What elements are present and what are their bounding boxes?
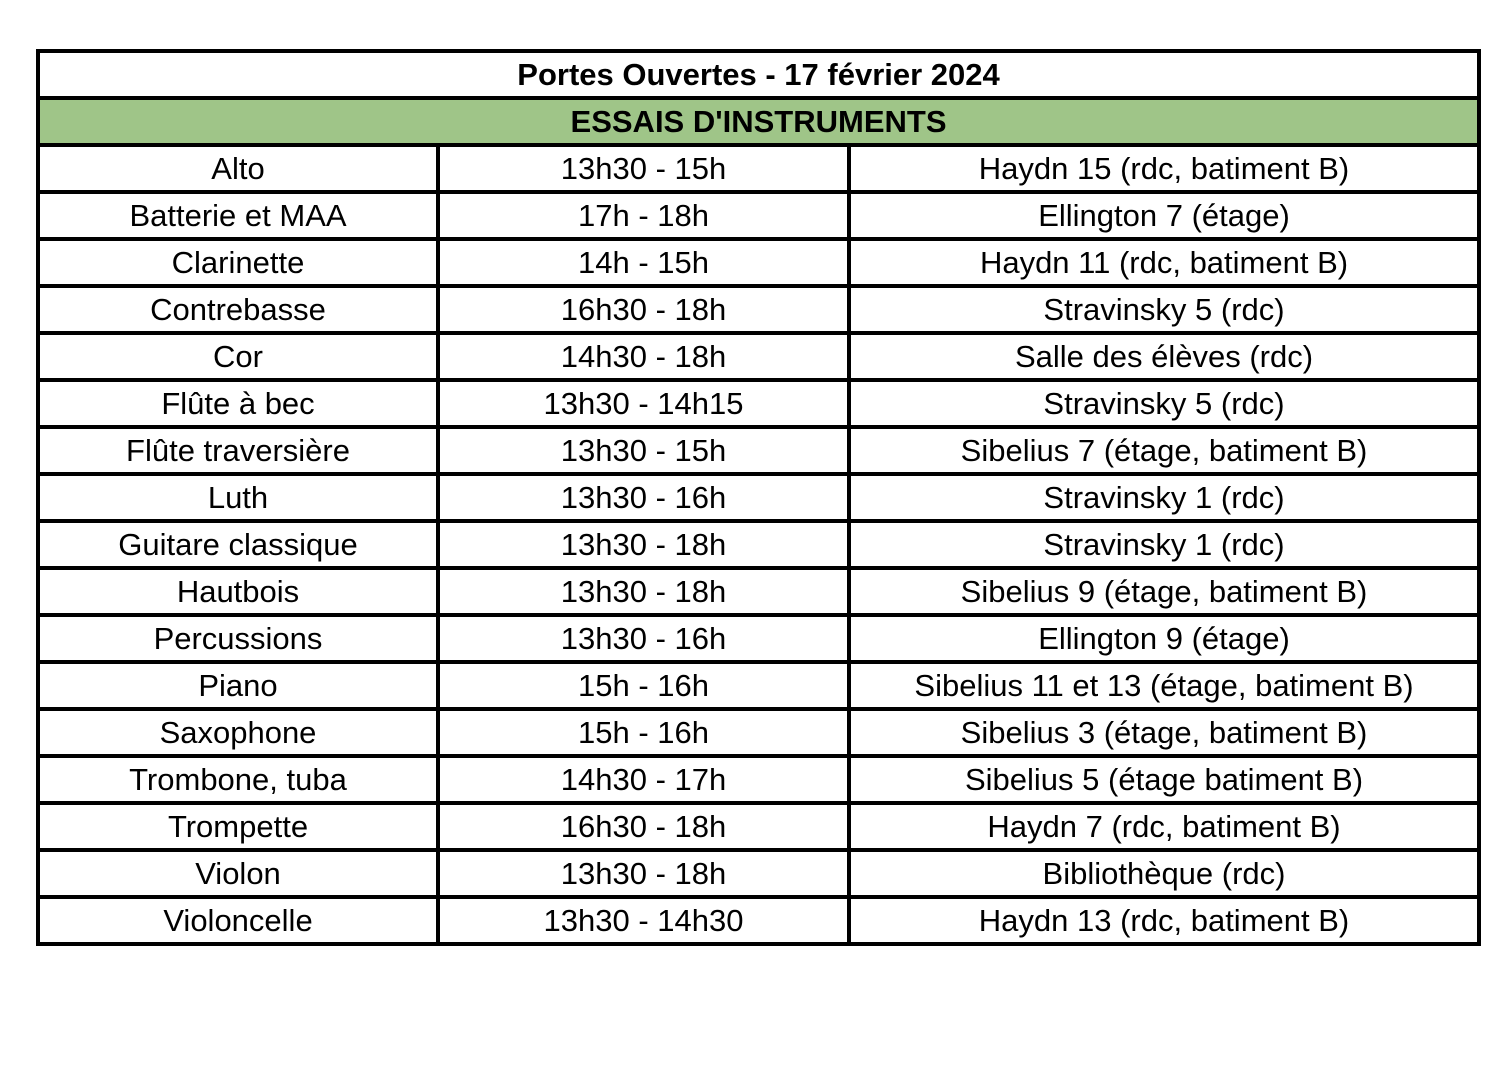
instrument-cell: Cor [38, 333, 438, 380]
table-row [38, 192, 1479, 239]
time-cell: 14h30 - 18h [438, 333, 849, 380]
instrument-cell: Clarinette [38, 239, 438, 286]
time-cell: 13h30 - 18h [438, 850, 849, 897]
room-cell: Stravinsky 1 (rdc) [849, 521, 1479, 568]
time-cell: 15h - 16h [438, 662, 849, 709]
table-row [38, 850, 1479, 897]
table-title: Portes Ouvertes - 17 février 2024 [38, 51, 1479, 98]
time-cell: 13h30 - 15h [438, 145, 849, 192]
instrument-cell: Saxophone [38, 709, 438, 756]
instrument-cell: Piano [38, 662, 438, 709]
schedule-body [38, 51, 1479, 944]
table-row [38, 568, 1479, 615]
room-cell: Haydn 11 (rdc, batiment B) [849, 239, 1479, 286]
table-row [38, 333, 1479, 380]
table-row [38, 897, 1479, 944]
title-row [38, 51, 1479, 98]
time-cell: 14h30 - 17h [438, 756, 849, 803]
table-row [38, 380, 1479, 427]
table-row [38, 474, 1479, 521]
section-row [38, 98, 1479, 145]
instrument-cell: Contrebasse [38, 286, 438, 333]
table-row [38, 615, 1479, 662]
room-cell: Ellington 7 (étage) [849, 192, 1479, 239]
time-cell: 14h - 15h [438, 239, 849, 286]
instrument-cell: Trompette [38, 803, 438, 850]
time-cell: 13h30 - 16h [438, 474, 849, 521]
schedule-table [36, 49, 1481, 946]
room-cell: Sibelius 9 (étage, batiment B) [849, 568, 1479, 615]
table-row [38, 756, 1479, 803]
instrument-cell: Trombone, tuba [38, 756, 438, 803]
room-cell: Sibelius 3 (étage, batiment B) [849, 709, 1479, 756]
table-row [38, 662, 1479, 709]
room-cell: Haydn 13 (rdc, batiment B) [849, 897, 1479, 944]
instrument-cell: Guitare classique [38, 521, 438, 568]
room-cell: Sibelius 5 (étage batiment B) [849, 756, 1479, 803]
instrument-cell: Percussions [38, 615, 438, 662]
instrument-cell: Flûte traversière [38, 427, 438, 474]
time-cell: 16h30 - 18h [438, 286, 849, 333]
time-cell: 13h30 - 14h15 [438, 380, 849, 427]
time-cell: 13h30 - 15h [438, 427, 849, 474]
instrument-cell: Violon [38, 850, 438, 897]
time-cell: 13h30 - 18h [438, 568, 849, 615]
time-cell: 13h30 - 18h [438, 521, 849, 568]
table-row [38, 286, 1479, 333]
time-cell: 17h - 18h [438, 192, 849, 239]
time-cell: 13h30 - 14h30 [438, 897, 849, 944]
room-cell: Sibelius 11 et 13 (étage, batiment B) [849, 662, 1479, 709]
table-row [38, 239, 1479, 286]
instrument-cell: Luth [38, 474, 438, 521]
instrument-cell: Flûte à bec [38, 380, 438, 427]
room-cell: Sibelius 7 (étage, batiment B) [849, 427, 1479, 474]
room-cell: Haydn 7 (rdc, batiment B) [849, 803, 1479, 850]
time-cell: 16h30 - 18h [438, 803, 849, 850]
table-row [38, 427, 1479, 474]
instrument-cell: Alto [38, 145, 438, 192]
room-cell: Stravinsky 5 (rdc) [849, 286, 1479, 333]
room-cell: Ellington 9 (étage) [849, 615, 1479, 662]
room-cell: Bibliothèque (rdc) [849, 850, 1479, 897]
table-row [38, 803, 1479, 850]
instrument-cell: Batterie et MAA [38, 192, 438, 239]
room-cell: Salle des élèves (rdc) [849, 333, 1479, 380]
room-cell: Haydn 15 (rdc, batiment B) [849, 145, 1479, 192]
time-cell: 13h30 - 16h [438, 615, 849, 662]
room-cell: Stravinsky 5 (rdc) [849, 380, 1479, 427]
instrument-cell: Hautbois [38, 568, 438, 615]
instrument-cell: Violoncelle [38, 897, 438, 944]
time-cell: 15h - 16h [438, 709, 849, 756]
table-row [38, 709, 1479, 756]
room-cell: Stravinsky 1 (rdc) [849, 474, 1479, 521]
table-row [38, 145, 1479, 192]
table-row [38, 521, 1479, 568]
section-header: ESSAIS D'INSTRUMENTS [38, 98, 1479, 145]
